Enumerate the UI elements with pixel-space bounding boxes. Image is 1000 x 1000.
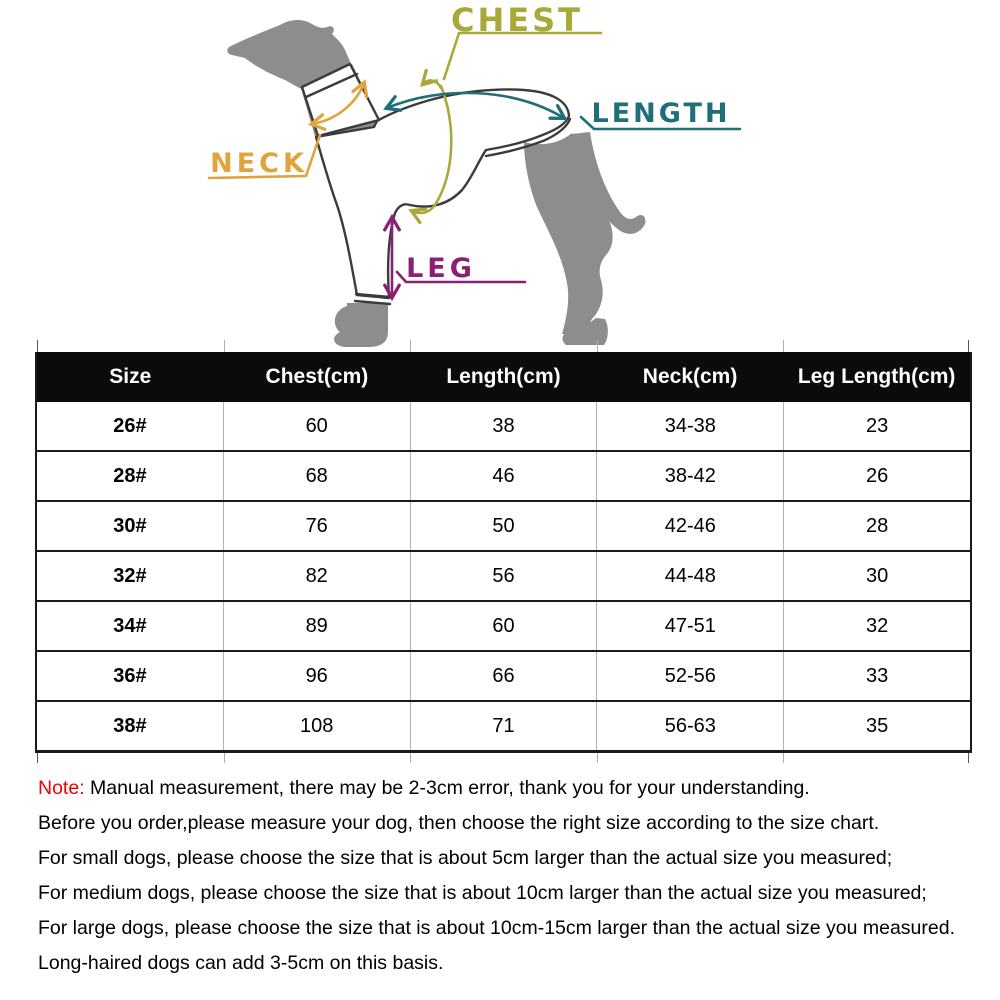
dog-front-paw-silhouette <box>334 303 388 347</box>
table-row <box>37 652 970 702</box>
chest-label: CHEST <box>451 1 583 39</box>
table-row <box>37 602 970 652</box>
value-cell: 42-46 <box>597 502 784 550</box>
grid-tick <box>37 340 38 352</box>
value-cell: 71 <box>411 702 598 750</box>
value-cell: 47-51 <box>597 602 784 650</box>
value-cell: 50 <box>411 502 598 550</box>
value-cell: 108 <box>224 702 411 750</box>
note-line: For small dogs, please choose the size that is about 5cm larger than the actual size you measured; <box>38 847 893 869</box>
table-row <box>37 452 970 502</box>
size-diagram-svg <box>0 0 1000 350</box>
note-line: For large dogs, please choose the size that is about 10cm-15cm larger than the actual size you measured. <box>38 917 956 939</box>
note-line: For medium dogs, please choose the size that is about 10cm larger than the actual size you measured; <box>38 882 927 904</box>
table-body <box>37 402 970 753</box>
grid-tick <box>783 753 784 763</box>
value-cell: 26 <box>865 464 889 487</box>
table-row <box>37 502 970 552</box>
note-label: Note: <box>38 777 85 799</box>
grid-tick <box>597 340 598 352</box>
grid-tick <box>968 340 969 352</box>
value-cell: 38 <box>411 402 598 450</box>
chest-leader-line <box>444 33 601 79</box>
table-header-row <box>37 352 970 402</box>
grid-tick <box>410 340 411 352</box>
table-row <box>37 552 970 602</box>
value-cell: 23 <box>865 414 889 437</box>
value-cell: 60 <box>411 602 598 650</box>
size-cell: 26# <box>37 402 224 450</box>
value-cell: 76 <box>224 502 411 550</box>
value-cell: 82 <box>224 552 411 600</box>
table-row <box>37 402 970 452</box>
value-cell: 32 <box>865 614 889 637</box>
value-cell: 30 <box>865 564 889 587</box>
value-cell: 89 <box>224 602 411 650</box>
neck-label: NECK <box>210 148 308 179</box>
dog-hind-leg-silhouette <box>524 133 613 334</box>
size-cell: 30# <box>37 502 224 550</box>
size-cell: 36# <box>37 652 224 700</box>
note-heading <box>38 771 978 806</box>
size-cell: 38# <box>37 702 224 750</box>
leg-label: LEG <box>406 253 476 284</box>
size-cell: 28# <box>37 452 224 500</box>
note-heading-text: Manual measurement, there may be 2-3cm error, thank you for your understanding. <box>84 777 810 799</box>
value-cell: 28 <box>865 514 889 537</box>
length-label: LENGTH <box>591 98 731 129</box>
note-line: Long-haired dogs can add 3-5cm on this basis. <box>38 952 444 974</box>
dog-measurement-diagram <box>0 0 1000 350</box>
grid-tick <box>224 753 225 763</box>
value-cell: 56-63 <box>597 702 784 750</box>
value-cell: 96 <box>224 652 411 700</box>
value-cell: 44-48 <box>597 552 784 600</box>
chest-girth-arrow-top <box>423 81 441 88</box>
column-header: Chest(cm) <box>265 365 369 388</box>
notes-list <box>38 806 978 981</box>
grid-tick <box>37 753 38 763</box>
note-line: Before you order,please measure your dog, then choose the right size according to the size chart. <box>38 812 880 834</box>
grid-tick <box>597 753 598 763</box>
grid-tick <box>783 340 784 352</box>
column-header: Neck(cm) <box>642 365 738 388</box>
grid-tick <box>410 753 411 763</box>
column-header: Size <box>109 365 152 388</box>
column-header: Length(cm) <box>446 365 561 388</box>
column-header: Leg Length(cm) <box>797 365 956 388</box>
value-cell: 56 <box>411 552 598 600</box>
garment-cuff-lines <box>355 294 390 304</box>
grid-tick <box>968 753 969 763</box>
value-cell: 46 <box>411 452 598 500</box>
grid-tick <box>224 340 225 352</box>
size-cell: 32# <box>37 552 224 600</box>
value-cell: 33 <box>865 664 889 687</box>
table-row <box>37 702 970 753</box>
value-cell: 66 <box>411 652 598 700</box>
notes-section <box>38 771 978 981</box>
value-cell: 34-38 <box>597 402 784 450</box>
value-cell: 35 <box>865 714 889 737</box>
value-cell: 60 <box>224 402 411 450</box>
size-chart-table <box>35 352 972 753</box>
size-cell: 34# <box>37 602 224 650</box>
value-cell: 52-56 <box>597 652 784 700</box>
value-cell: 38-42 <box>597 452 784 500</box>
value-cell: 68 <box>224 452 411 500</box>
